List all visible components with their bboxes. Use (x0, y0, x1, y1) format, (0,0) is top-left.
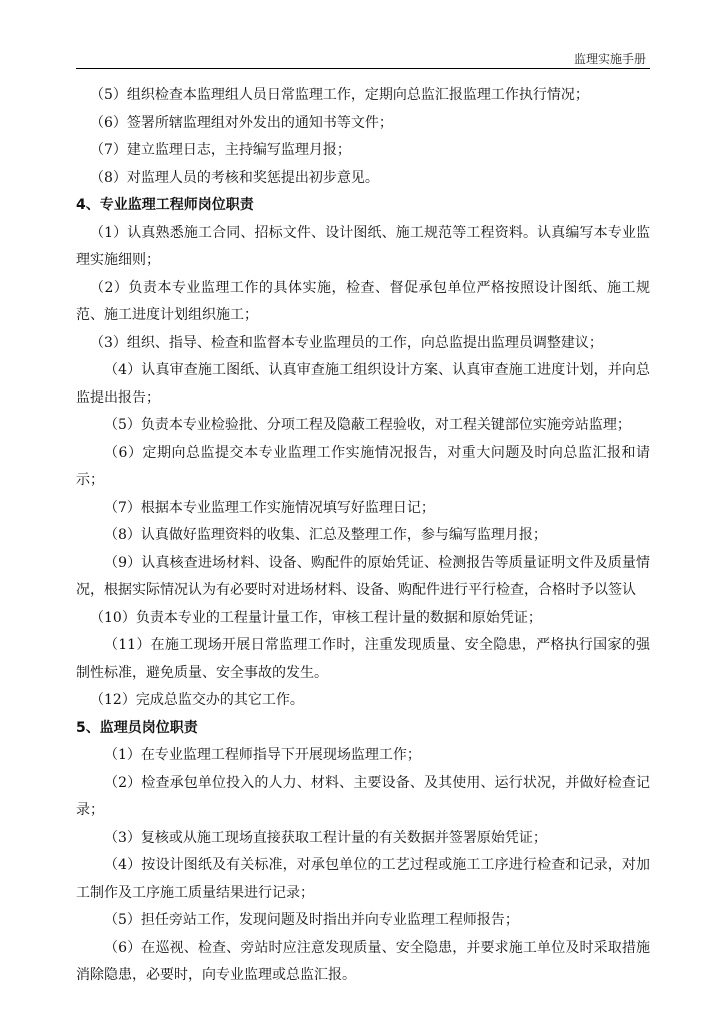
section-heading: 4、专业监理工程师岗位职责 (76, 197, 254, 213)
paragraph: （6）在巡视、检查、旁站时应注意发现质量、安全隐患，并要求施工单位及时采取措施消除隐患，必要时，向专业监理或总监汇报。 (76, 939, 650, 983)
paragraph: （3）组织、指导、检查和监督本专业监理员的工作，向总监提出监理员调整建议； (90, 334, 603, 351)
section-heading: 5、监理员岗位职责 (76, 719, 198, 736)
paragraph: （4）认真审查施工图纸、认真审查施工组织设计方案、认真审查施工进度计划，并向总监提出报告； (76, 362, 650, 406)
header-title: 监理实施手册 (573, 52, 646, 66)
paragraph: （2）负责本专业监理工作的具体实施，检查、督促承包单位严格按照设计图纸、施工规范、施工进度计划组织施工； (76, 279, 650, 323)
paragraph: （2）检查承包单位投入的人力、材料、主要设备、及其使用、运行状况，并做好检查记录； (76, 774, 650, 818)
paragraph: （7）建立监理日志，主持编写监理月报； (90, 142, 351, 158)
paragraph: （5）担任旁站工作，发现问题及时指出并向专业监理工程师报告； (104, 912, 519, 928)
page-header (76, 52, 650, 69)
paragraph: （8）认真做好监理资料的收集、汇总及整理工作，参与编写监理月报； (104, 527, 547, 543)
paragraph: （7）根据本专业监理工作实施情况填写好监理日记； (104, 499, 435, 516)
paragraph: （6）签署所辖监理组对外发出的通知书等文件； (90, 114, 393, 131)
paragraph: （9）认真核查进场材料、设备、购配件的原始凭证、检测报告等质量证明文件及质量情况，根据实际情况认为有必要时对进场材料、设备、购配件进行平行检查，合格时予以签认 (76, 554, 650, 598)
paragraph: （5）组织检查本监理组人员日常监理工作，定期向总监汇报监理工作执行情况； (90, 87, 589, 103)
paragraph: （6）定期向总监提交本专业监理工作实施情况报告，对重大问题及时向总监汇报和请示； (76, 444, 650, 488)
paragraph: （1）在专业监理工程师指导下开展现场监理工作； (104, 747, 421, 763)
paragraph: （8）对监理人员的考核和奖惩提出初步意见。 (90, 169, 379, 186)
paragraph: （1）认真熟悉施工合同、招标文件、设计图纸、施工规范等工程资料。认真编写本专业监理实施细则； (76, 224, 650, 268)
paragraph: （3）复核或从施工现场直接获取工程计量的有关数据并签署原始凭证； (104, 829, 547, 846)
paragraph: （11）在施工现场开展日常监理工作时，注重发现质量、安全隐患，严格执行国家的强制性标准，避免质量、安全事故的发生。 (76, 637, 650, 681)
paragraph: （4）按设计图纸及有关标准，对承包单位的工艺过程或施工工序进行检查和记录，对加工制作及工序施工质量结果进行记录； (76, 857, 650, 901)
paragraph: （5）负责本专业检验批、分项工程及隐蔽工程验收，对工程关键部位实施旁站监理； (104, 417, 631, 433)
paragraph: （12）完成总监交办的其它工作。 (90, 692, 304, 708)
document-body (76, 82, 650, 990)
paragraph: （10）负责本专业的工程量计量工作，审核工程计量的数据和原始凭证； (90, 609, 542, 626)
